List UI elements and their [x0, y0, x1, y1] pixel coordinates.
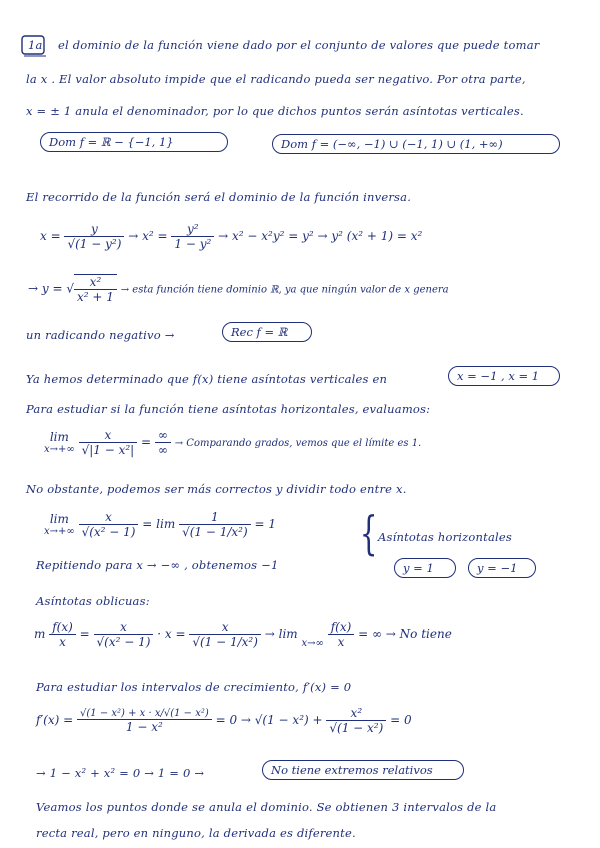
limit-2: lim x→+∞ $\frac{x}{\text{√(x² − 1)}}$ = lim $\frac{1}{\text{√(1 − 1/x²)}}$ = 1 [44, 510, 276, 539]
limit-1: lim x→+∞ $\frac{x}{\text{√|1 − x²|}}$ = $\frac{\infty}{\infty}$ → Comparando grados, vemos que el límite es 1. [44, 428, 422, 457]
domain-box: Dom f = ℝ − {−1, 1} [40, 132, 228, 152]
vertical-asymptote-line: Ya hemos determinado que f(x) tiene asíntotas verticales en [26, 372, 388, 386]
lim2-frac-2: $\frac{1}{\text{√(1 − 1/x²)}}$ [179, 510, 251, 539]
inv-y-eq: → y = [28, 281, 63, 296]
inv-frac-1: $\frac{y}{\text{√(1 − y²)}}$ [64, 222, 124, 251]
intro-line-2: la x . El valor absoluto impide que el radicando pueda ser negativo. Por otra parte, [26, 72, 526, 86]
ah-box-2: y = −1 [468, 558, 536, 578]
closing-line-2: recta real, pero en ninguno, la derivada es diferente. [36, 826, 356, 840]
extremes-box: No tiene extremos relativos [262, 760, 464, 780]
horizontal-intro: Para estudiar si la función tiene asíntotas horizontales, evaluamos: [26, 402, 431, 416]
inv-frac-2: $\frac{\text{y²}}{\text{1 − y²}}$ [171, 222, 214, 251]
crecimiento-line: Para estudiar los intervalos de crecimiento, f′(x) = 0 [36, 680, 352, 694]
domain-interval-box: Dom f = (−∞, −1) ∪ (−1, 1) ∪ (1, +∞) [272, 134, 560, 154]
intro-line-1: el dominio de la función viene dado por el conjunto de valores que puede tomar [58, 38, 540, 52]
no-obstante-line: No obstante, podemos ser más correctos y dividir todo entre x. [26, 482, 407, 496]
obl-frac-1: $\frac{f(x)}{x}$ [49, 620, 76, 649]
derivative-equation: f′(x) = $\frac{\text{√(1 − x²) + x · x/√(1 − x²)}}{\text{1 − x²}}$ = 0 → √(1 − x²) + $\frac{\text{x²}}{\text{√(1 − x²)}}$ = 0 [36, 706, 412, 735]
inverse-result [28, 274, 449, 304]
inv-rest: → x² − x²y² = y² → y² (x² + 1) = x² [218, 229, 423, 243]
obl-frac-3: $\frac{x}{\text{√(1 − 1/x²)}}$ [189, 620, 261, 649]
ah-box-1: y = 1 [394, 558, 456, 578]
repeat-line: Repitiendo para x → −∞ , obtenemos −1 [36, 558, 279, 572]
obl-frac-2: $\frac{x}{\text{√(x² − 1)}}$ [94, 620, 154, 649]
range-box: Rec f = ℝ [222, 322, 312, 342]
inv-x-eq: x = [40, 229, 61, 243]
intro-line-3: x = ± 1 anula el denominador, por lo que dichos puntos serán asíntotas verticales. [26, 104, 524, 118]
deriv-frac-1: $\frac{\text{√(1 − x²) + x · x/√(1 − x²)}}{\text{1 − x²}}$ [77, 708, 212, 734]
deriv-frac-2: $\frac{\text{x²}}{\text{√(1 − x²)}}$ [326, 706, 386, 735]
oblique-title: Asíntotas oblicuas: [36, 594, 150, 608]
radicando-line: un radicando negativo → [26, 328, 175, 342]
simplification-line: → 1 − x² + x² = 0 → 1 = 0 → [36, 766, 205, 780]
lim1-comment: → Comparando grados, vemos que el límite es 1. [174, 438, 422, 449]
obl-frac-4: $\frac{f(x)}{x}$ [328, 620, 355, 649]
lim1-op: lim x→+∞ [44, 430, 75, 455]
ah-title: Asíntotas horizontales [378, 530, 513, 544]
lim1-frac-2: $\frac{\infty}{\infty}$ [155, 428, 171, 457]
closing-line-1: Veamos los puntos donde se anula el dominio. Se obtienen 3 intervalos de la [36, 800, 497, 814]
obl-sub: x→∞ [301, 638, 324, 649]
lim2-frac: $\frac{x}{\text{√(x² − 1)}}$ [79, 510, 139, 539]
inv-arrow-1: → x² = [128, 229, 168, 243]
inv-frac-3: √ $\frac{\text{x²}}{\text{x² + 1}}$ [66, 274, 117, 304]
lim2-op: lim x→+∞ [44, 512, 75, 537]
inverse-equation [40, 222, 422, 251]
lim1-frac: $\frac{x}{\text{√|1 − x²|}}$ [79, 428, 138, 457]
vertical-asymptote-box: x = −1 , x = 1 [448, 366, 560, 386]
recorrido-intro: El recorrido de la función será el dominio de la función inversa. [26, 190, 412, 204]
inv-comment: → esta función tiene dominio ℝ, ya que ningún valor de x genera [120, 284, 449, 296]
brace: { [359, 506, 378, 560]
oblique-equation: m $\frac{f(x)}{x}$ = $\frac{x}{\text{√(x² − 1)}}$ · x = $\frac{x}{\text{√(1 − 1/x²)}}$ → lim x→∞ $\frac{f(x)}{x}$ = ∞ → No tiene [34, 620, 452, 649]
problem-label: 1a [28, 38, 43, 52]
